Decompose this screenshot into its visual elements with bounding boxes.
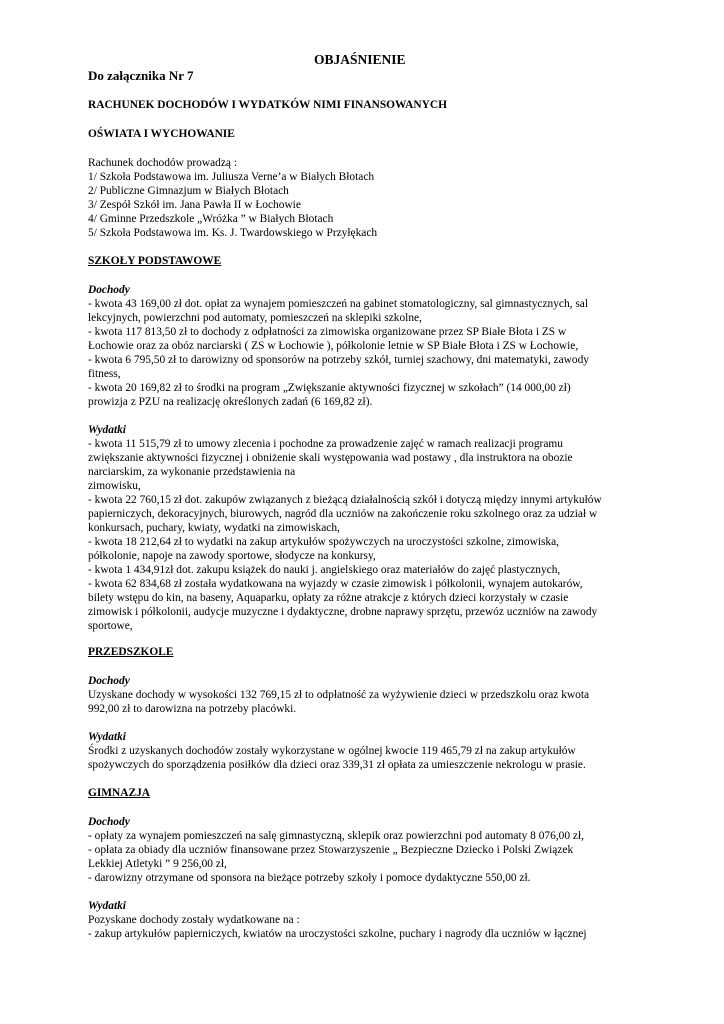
text-line: - kwota 43 169,00 zł dot. opłat za wynajem pomieszczeń na gabinet stomatologiczny, sal gimnastycznych, sal: [88, 298, 588, 310]
heading-account: RACHUNEK DOCHODÓW I WYDATKÓW NIMI FINANSOWANYCH: [88, 99, 447, 111]
text-line: - zakup artykułów papierniczych, kwiatów na uroczystości szkolne, puchary i nagrody dla uczniów w łącznej: [88, 928, 587, 940]
income-label: Dochody: [88, 675, 130, 687]
text-line: zimowisk i półkolonii, audycje muzyczne i dydaktyczne, drobne naprawy sprzętu, przewóz uczniów na zawody: [88, 606, 598, 618]
expenses-label: Wydatki: [88, 731, 126, 743]
intro-line: 5/ Szkoła Podstawowa im. Ks. J. Twardowskiego w Przyłękach: [88, 227, 378, 239]
text-line: - opłaty za wynajem pomieszczeń na salę gimnastyczną, sklepik oraz powierzchni pod automaty 8 076,00 zł,: [88, 830, 584, 842]
intro-line: 2/ Publiczne Gimnazjum w Białych Błotach: [88, 185, 289, 197]
section-heading-junior-high: GIMNAZJA: [88, 787, 151, 799]
section-heading-kindergarten: PRZEDSZKOLE: [88, 646, 174, 658]
text-line: papierniczych, dekoracyjnych, biurowych, nagród dla uczniów na zakończenie roku szkolnego oraz za udział w: [88, 508, 598, 520]
intro-line: 3/ Zespół Szkół im. Jana Pawła II w Łochowie: [88, 199, 301, 211]
text-line: - kwota 22 760,15 zł dot. zakupów związanych z bieżącą działalnością szkół i dotyczą między innymi artykułów: [88, 494, 602, 506]
text-line: konkursach, puchary, kwiaty, wydatki na zimowiskach,: [88, 522, 340, 534]
section-heading-primary-schools: SZKOŁY PODSTAWOWE: [88, 255, 222, 267]
expenses-label: Wydatki: [88, 900, 126, 912]
text-line: Środki z uzyskanych dochodów zostały wykorzystane w ogólnej kwocie 119 465,79 zł na zakup artykułów: [88, 745, 576, 757]
text-line: półkolonie, napoje na zawody sportowe, słodycze na konkursy,: [88, 550, 376, 562]
document-title: OBJAŚNIENIE: [314, 52, 406, 67]
expenses-label: Wydatki: [88, 424, 126, 436]
text-line: Lekkiej Atletyki ” 9 256,00 zł,: [88, 858, 227, 870]
text-line: zwiększanie aktywności fizycznej i obniżenie skali występowania wad postawy , dla instruktora na obozie: [88, 452, 573, 464]
heading-education: OŚWIATA I WYCHOWANIE: [88, 128, 235, 140]
text-line: Pozyskane dochody zostały wydatkowane na :: [88, 914, 300, 926]
text-line: Łochowie oraz za obóz narciarski ( ZS w Łochowie ), półkolonie letnie w SP Białe Błota i ZS w Łochowie,: [88, 340, 579, 352]
intro-line: 4/ Gminne Przedszkole „Wróżka ” w Białych Błotach: [88, 213, 334, 225]
text-line: - kwota 62 834,68 zł została wydatkowana na wyjazdy w czasie zimowisk i półkolonii, wynajem autokarów,: [88, 578, 583, 590]
text-line: - kwota 6 795,50 zł to darowizny od sponsorów na potrzeby szkół, turniej szachowy, dni matematyki, zawody: [88, 354, 589, 366]
text-line: narciarskim, za wykonanie przedstawienia na: [88, 466, 296, 478]
text-line: - darowizny otrzymane od sponsora na bieżące potrzeby szkoły i pomoce dydaktyczne 550,00 zł.: [88, 872, 531, 884]
text-line: - kwota 11 515,79 zł to umowy zlecenia i pochodne za prowadzenie zajęć w ramach realizacji programu: [88, 438, 563, 450]
intro-line: Rachunek dochodów prowadzą :: [88, 157, 237, 169]
attachment-label: Do załącznika Nr 7: [88, 68, 194, 83]
text-line: lekcyjnych, powierzchni pod automaty, pomieszczeń na sklepiki szkolne,: [88, 312, 422, 324]
text-line: spożywczych do sporządzenia posiłków dla dzieci oraz 339,31 zł opłata za umieszczenie nekrologu w prasie.: [88, 759, 586, 771]
text-line: zimowisku,: [88, 480, 141, 492]
text-line: - kwota 117 813,50 zł to dochody z odpłatności za zimowiska organizowane przez SP Białe Błota i ZS w: [88, 326, 567, 338]
income-label: Dochody: [88, 284, 130, 296]
text-line: - kwota 1 434,91zł dot. zakupu książek do nauki j. angielskiego oraz materiałów do zajęć plastycznych,: [88, 564, 561, 576]
text-line: prowizja z PZU na realizację określonych zadań (6 169,82 zł).: [88, 396, 373, 408]
text-line: fitness,: [88, 368, 121, 380]
text-line: 992,00 zł to darowizna na potrzeby placówki.: [88, 703, 297, 715]
text-line: bilety wstępu do kin, na baseny, Aquaparku, opłaty za różne atrakcje z których dzieci korzystały w czasie: [88, 592, 569, 604]
text-line: - opłata za obiady dla uczniów finansowane przez Stowarzyszenie „ Bezpieczne Dziecko i Polski Związek: [88, 844, 574, 856]
text-line: sportowe,: [88, 620, 133, 632]
income-label: Dochody: [88, 816, 130, 828]
text-line: - kwota 18 212,64 zł to wydatki na zakup artykułów spożywczych na uroczystości szkolne, zimowiska,: [88, 536, 560, 548]
text-line: - kwota 20 169,82 zł to środki na program „Zwiększanie aktywności fizycznej w szkołach” (14 000,00 zł): [88, 382, 571, 394]
intro-line: 1/ Szkoła Podstawowa im. Juliusza Verne’a w Białych Błotach: [88, 171, 375, 183]
text-line: Uzyskane dochody w wysokości 132 769,15 zł to odpłatność za wyżywienie dzieci w przedszkolu oraz kwota: [88, 689, 590, 701]
